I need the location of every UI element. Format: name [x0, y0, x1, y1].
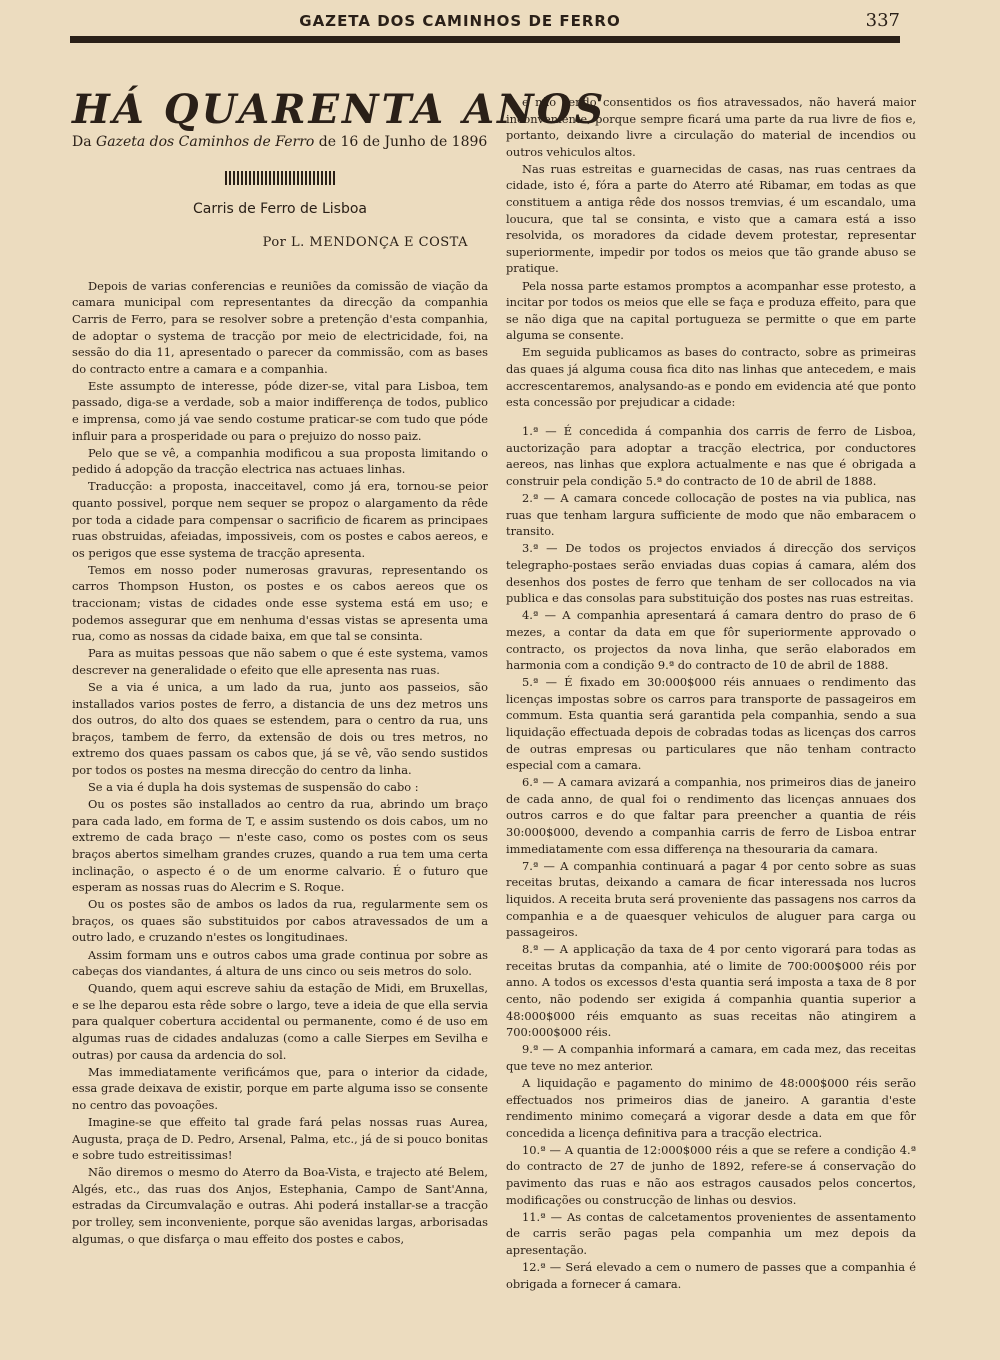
paragraph: Em seguida publicamos as bases do contracto, sobre as primeiras das quaes já alguma cousa fica dito nas linhas que antecedem, e mais accrescentaremos, analysando-as e pondo em evidencia até que ponto esta concessão por prejudicar a cidade:	[506, 345, 916, 410]
contract-clause: 1.ª — É concedida á companhia dos carris de ferro de Lisboa, auctorização para adoptar a tracção electrica, por conductores aereos, nas linhas que explora actualmente e nas que é obrigada a construir pela condição 5.ª do contracto de 10 de abril de 1888.	[506, 424, 916, 489]
article-title: HÁ QUARENTA ANOS	[72, 86, 607, 133]
paragraph: Se a via é dupla ha dois systemas de suspensão do cabo :	[88, 780, 419, 795]
contract-clause: 4.ª — A companhia apresentará á camara dentro do praso de 6 mezes, a contar da data em que fôr superiormente approvado o contracto, os projectos da nova linha, que serão elaborados em harmonia com a condição 9.ª do contracto de 10 de abril de 1888.	[506, 608, 916, 673]
contract-clause: 6.ª — A camara avizará a companhia, nos primeiros dias de janeiro de cada anno, de qual foi o rendimento das licenças annuaes dos outros carros e do que faltar para preencher a quantia de réis 30:000$000, devendo a companhia carris de ferro de Lisboa entrar immediatamente com essa differença na thesouraria da camara.	[506, 775, 916, 856]
contract-clause: 3.ª — De todos os projectos enviados á direcção dos serviços telegrapho-postaes serão enviadas duas copias á camara, além dos desenhos dos postes de ferro que tenham de ser collocados na via publica e das consolas para substituição dos postes nas ruas estreitas.	[506, 541, 916, 606]
paragraph: Não diremos o mesmo do Aterro da Boa-Vista, e trajecto até Belem, Algés, etc., das ruas dos Anjos, Estephania, Campo de Sant'Anna, estradas da Circumvalação e outras. Ahi poderá installar-se a tracção por trolley, sem inconveniente, porque são avenidas largas, arborisadas algumas, o que disfarça o mau effeito dos postes e cabos,	[72, 1165, 488, 1246]
page-header	[70, 8, 900, 38]
paragraph: Traducção: a proposta, inacceitavel, como já era, tornou-se peior quanto possivel, porque nem sequer se propoz o alargamento da rêde por toda a cidade para compensar o sacrificio de ficarem as principaes ruas obstruidas, afeiadas, impossiveis, com os postes e cabos aereos, e os perigos que esse systema de tracção apresenta.	[72, 479, 488, 560]
contract-clause: 8.ª — A applicação da taxa de 4 por cento vigorará para todas as receitas brutas da companhia, até o limite de 700:000$000 réis por anno. A todos os excessos d'esta quantia será imposta a taxa de 8 por cento, não podendo ser exigida á companhia quantia superior a 48:000$000 réis emquanto as suas receitas não atingirem a 700:000$000 réis.	[506, 942, 916, 1040]
paragraph: Mas immediatamente verificámos que, para o interior da cidade, essa grade deixava de existir, porque em parte alguma isso se consente no centro das povoações.	[72, 1064, 488, 1112]
contract-clauses	[506, 423, 916, 1292]
contract-clause: 2.ª — A camara concede collocação de postes na via publica, nas ruas que tenham largura sufficiente de modo que não embaracem o transito.	[506, 491, 916, 539]
contract-clause: 9.ª — A companhia informará a camara, em cada mez, das receitas que teve no mez anterior.	[506, 1042, 916, 1073]
byline: Por L. MENDONÇA E COSTA	[262, 235, 468, 251]
article-subtitle	[72, 134, 488, 151]
clause-gap	[506, 411, 916, 423]
paragraph: Depois de varias conferencias e reuniões da comissão de viação da camara municipal com representantes da direcção da companhia Carris de Ferro, para se resolver sobre a pretenção d'esta companhia, de adoptar o systema de tracção por meio de electricidade, foi, na sessão do dia 11, apresentado o parecer da commissão, com as bases do contracto entre a camara e a companhia.	[72, 278, 488, 376]
paragraph: Quando, quem aqui escreve sahiu da estação de Midi, em Bruxellas, e se lhe deparou esta rêde sobre o largo, teve a ideia de que ella servia para qualquer cobertura accidental ou permanente, como é de uso em algumas ruas de cidades andaluzas (como a calle Sierpes em Sevilha e outras) por causa da ardencia do sol.	[72, 981, 488, 1062]
contract-clause: 5.ª — É fixado em 30:000$000 réis annuaes o rendimento das licenças impostas sobre os carros para transporte de passageiros em commum. Esta quantia será garantida pela companhia, sendo a sua liquidação effectuada depois de cobradas todas as licenças dos carros de outras empresas ou particulares que não tenham contracto especial com a camara.	[506, 675, 916, 773]
paragraph: Ou os postes são installados ao centro da rua, abrindo um braço para cada lado, em forma de T, e assim sustendo os dois cabos, um no extremo de cada braço — n'este caso, como os postes com os seus braços abertos simelham grandes cruzes, quando a rua tem uma certa inclinação, o aspecto é o de um enorme calvario. É o futuro que esperam as nossas ruas do Alecrim e S. Roque.	[72, 797, 488, 895]
journal-title: GAZETA DOS CAMINHOS DE FERRO	[299, 12, 621, 30]
page-number: 337	[865, 10, 900, 31]
section-title: Carris de Ferro de Lisboa	[192, 200, 368, 217]
subtitle-source: Gazeta dos Caminhos de Ferro	[96, 134, 315, 150]
paragraph: Temos em nosso poder numerosas gravuras, representando os carros Thompson Huston, os postes e os cabos aereos que os traccionam; vistas de cidades onde esse systema está em uso; e podemos assegurar que em nenhuma d'essas vistas se apresenta uma rua, como as nossas da cidade baixa, em que tal se consinta.	[72, 562, 488, 644]
subtitle-suffix: de 16 de Junho de 1896	[318, 134, 488, 150]
paragraph: Ou os postes são de ambos os lados da rua, regularmente sem os braços, os quaes são substituidos por cabos atravessados de um a outro lado, e cruzando n'estes os longitudinaes.	[72, 897, 488, 945]
paragraph: Pelo que se vê, a companhia modificou a sua proposta limitando o pedido á adopção da tracção electrica nas actuaes linhas.	[72, 445, 488, 477]
contract-clause: A liquidação e pagamento do minimo de 48:000$000 réis serão effectuados nos primeiros dias de janeiro. A garantia d'este rendimento minimo começará a vigorar desde a data em que fôr concedida a licença definitiva para a tracção electrica.	[506, 1075, 916, 1140]
paragraph: e não sendo consentidos os fios atravessados, não haverá maior inconveniente, porque sempre ficará uma parte da rua livre de fios e, portanto, deixando livre a circulação do material de incendios ou outros vehiculos altos.	[506, 95, 916, 159]
contract-clause: 12.ª — Será elevado a cem o numero de passes que a companhia é obrigada a fornecer á camara.	[506, 1259, 916, 1291]
right-column	[506, 94, 916, 1293]
paragraph: Este assumpto de interesse, póde dizer-se, vital para Lisboa, tem passado, diga-se a verdade, sob a maior indifferença de todos, publico e imprensa, como já vae sendo costume praticar-se com tudo que póde influir para a prosperidade ou para o prejuizo do nosso paiz.	[72, 378, 488, 443]
paragraph: Se a via é unica, a um lado da rua, junto aos passeios, são installados varios postes de ferro, a distancia de uns dez metros uns dos outros, do alto dos quaes se estendem, para o centro da rua, uns braços, tambem de ferro, da extensão de dois ou tres metros, no extremo dos quaes passam os cabos que, já se vê, vão sendo sustidos por todos os postes na mesma direcção do centro da linha.	[72, 680, 488, 777]
contract-clause: 11.ª — As contas de calcetamentos provenientes de assentamento de carris serão pagas pela companhia um mez depois da apresentação.	[506, 1209, 916, 1257]
contract-clause: 7.ª — A companhia continuará a pagar 4 por cento sobre as suas receitas brutas, deixando a camara de ficar interessada nos lucros liquidos. A receita bruta será proveniente das passagens nos carros da companhia e a de quaesquer vehiculos de aluguer para carga ou passageiros.	[506, 858, 916, 940]
paragraph: Nas ruas estreitas e guarnecidas de casas, nas ruas centraes da cidade, isto é, fóra a parte do Aterro até Ribamar, em todas as que constituem a antiga rêde dos nossos tremvias, é um escandalo, uma loucura, que tal se consinta, e visto que a camara está a isso resolvida, os moradores da cidade devem protestar, representar superiormente, impedir por todos os meios que tão grande abuso se pratique.	[506, 161, 916, 276]
header-rule	[70, 36, 900, 43]
left-paragraphs	[72, 278, 488, 1247]
left-column	[72, 86, 607, 1248]
paragraph: Assim formam uns e outros cabos uma grade continua por sobre as cabeças dos viandantes, á altura de uns cinco ou seis metros do solo.	[72, 947, 488, 979]
subtitle-prefix: Da	[72, 134, 92, 150]
paragraph: Imagine-se que effeito tal grade fará pelas nossas ruas Aurea, Augusta, praça de D. Pedro, Arsenal, Palma, etc., já de si pouco bonitas e sobre tudo estreitissimas!	[72, 1114, 488, 1163]
paragraph: Para as muitas pessoas que não sabem o que é este systema, vamos descrever na generalidade o efeito que elle apresenta nas ruas.	[72, 646, 488, 677]
contract-clause: 10.ª — A quantia de 12:000$000 réis a que se refere a condição 4.ª do contracto de 27 de junho de 1892, refere-se á conservação do pavimento das ruas e não aos estragos causados pelos concertos, modificações ou construcção de linhas ou desvios.	[506, 1142, 916, 1207]
right-intro-paragraphs	[506, 94, 916, 411]
decorative-ornament	[225, 171, 335, 185]
paragraph: Pela nossa parte estamos promptos a acompanhar esse protesto, a incitar por todos os meios que elle se faça e produza effeito, para que se não diga que na capital portugueza se permitte o que em parte alguma se consente.	[506, 278, 916, 343]
